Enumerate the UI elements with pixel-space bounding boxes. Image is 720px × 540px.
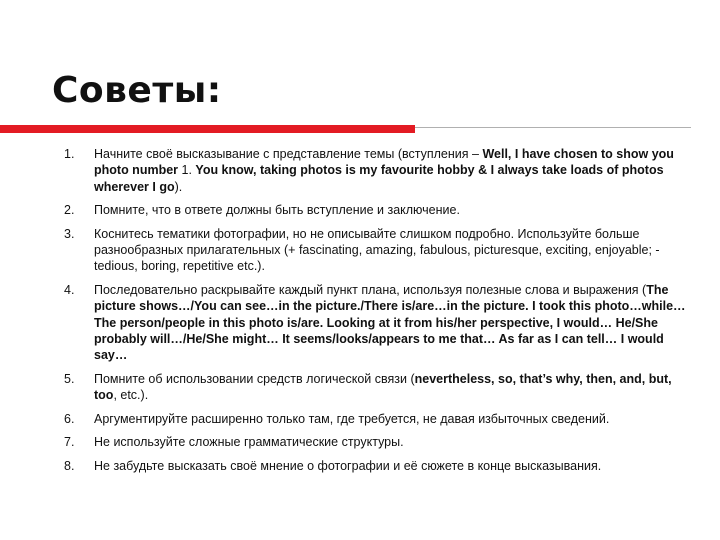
tip-number: 4. — [64, 282, 75, 297]
tip-item-3 — [64, 226, 694, 275]
tip-phrase-bold: Well, I have chosen to show you photo number — [94, 147, 674, 178]
tip-number: 6. — [64, 411, 75, 426]
tip-phrase: Аргументируйте расширенно только там, где требуется, не давая избыточных сведений. — [94, 411, 610, 426]
tip-text — [94, 202, 694, 218]
tip-phrase: Не забудьте высказать своё мнение о фотографии и её сюжете в конце высказывания. — [94, 458, 602, 473]
tip-phrase: Последовательно раскрывайте каждый пункт плана, используя полезные слова и выражения ( — [94, 282, 647, 297]
tip-phrase-bold: You know, taking photos is my favourite hobby & I always take loads of photos wherever I go — [94, 163, 664, 194]
tip-item-8 — [64, 458, 694, 474]
tip-number: 7. — [64, 435, 75, 450]
tip-number: 8. — [64, 458, 75, 473]
tips-list — [64, 146, 694, 481]
tip-phrase: Начните своё высказывание с представление темы (вступления – — [94, 147, 483, 161]
title-divider-line — [415, 127, 691, 128]
tip-phrase: Коснитесь тематики фотографии, но не описывайте слишком подробно. Используйте больше разнообразных прилагательных (+ fascinating, amazing, fabulous, picturesque, exciting, enjoyable; - tedious, boring, repetitive etc.). — [94, 226, 660, 274]
tip-phrase: Помните об использовании средств логической связи ( — [94, 371, 415, 386]
tip-item-5 — [64, 371, 694, 404]
tip-phrase: Помните, что в ответе должны быть вступление и заключение. — [94, 203, 460, 218]
tip-text — [94, 226, 694, 275]
title-accent-bar — [0, 125, 415, 133]
tip-phrase: Не используйте сложные грамматические структуры. — [94, 435, 404, 450]
tip-item-7 — [64, 434, 694, 450]
tip-phrase-bold: nevertheless, so, that’s why, then, and, but, too — [94, 371, 672, 403]
tip-phrase: 1. — [181, 163, 196, 178]
tip-text — [94, 282, 694, 364]
tip-number: 2. — [64, 203, 75, 218]
tip-phrase-bold: The picture shows…/You can see…in the picture./There is/are…in the picture. I took this photo…while…The person/people in this photo is/are. Looking at it from his/her perspective, I would… He/She probably will…/He/She might… It seems/looks/appears to me that… As far as I can tell… I would say… — [94, 282, 686, 363]
tip-text — [94, 411, 694, 427]
tip-number: 5. — [64, 371, 75, 386]
tip-text — [94, 458, 694, 474]
tip-item-4 — [64, 282, 694, 364]
tip-text — [94, 146, 694, 195]
tip-phrase: ). — [174, 179, 183, 194]
tip-item-2 — [64, 202, 694, 218]
tip-phrase: , etc.). — [113, 388, 149, 403]
tip-item-1 — [64, 146, 694, 195]
tip-text — [94, 434, 694, 450]
tip-number: 1. — [64, 147, 75, 161]
slide-title: Советы: — [52, 70, 222, 111]
tip-text — [94, 371, 694, 404]
tip-number: 3. — [64, 226, 75, 241]
tip-item-6 — [64, 411, 694, 427]
